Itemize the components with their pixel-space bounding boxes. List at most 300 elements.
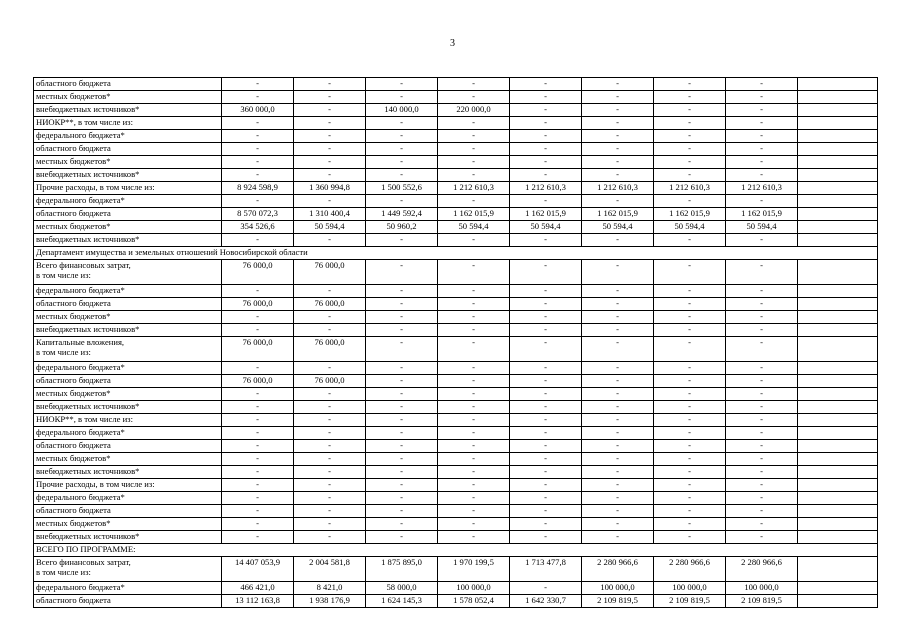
value-cell: - [366, 492, 438, 505]
value-cell: - [222, 117, 294, 130]
value-cell: - [438, 492, 510, 505]
value-cell: - [294, 479, 366, 492]
page-number: 3 [450, 38, 455, 49]
value-cell: - [294, 117, 366, 130]
row-label-line: в том числе из: [36, 270, 91, 280]
row-label [34, 285, 222, 298]
row-label-line: внебюджетных источников* [36, 169, 140, 179]
value-cell: 1 938 176,9 [294, 595, 366, 608]
value-cell: - [726, 388, 798, 401]
value-cell: 100 000,0 [654, 582, 726, 595]
value-cell: - [222, 195, 294, 208]
table-row [34, 362, 878, 375]
value-cell: - [510, 156, 582, 169]
value-cell: - [510, 492, 582, 505]
value-cell: - [222, 78, 294, 91]
value-cell: 1 360 994,8 [294, 182, 366, 195]
value-cell: - [582, 362, 654, 375]
table-row [34, 518, 878, 531]
value-cell: - [654, 195, 726, 208]
value-cell: - [582, 156, 654, 169]
table-row [34, 401, 878, 414]
value-cell: 50 594,4 [726, 221, 798, 234]
value-cell: - [438, 388, 510, 401]
value-cell: - [654, 427, 726, 440]
row-label-line: областного бюджета [36, 375, 111, 385]
value-cell: - [294, 91, 366, 104]
row-label [34, 453, 222, 466]
value-cell: - [582, 492, 654, 505]
value-cell: 50 594,4 [438, 221, 510, 234]
table-row [34, 285, 878, 298]
table-row [34, 492, 878, 505]
value-cell: 14 407 053,9 [222, 557, 294, 582]
value-cell: - [438, 479, 510, 492]
value-cell: - [726, 414, 798, 427]
budget-table-body [34, 78, 878, 608]
value-cell: - [294, 104, 366, 117]
value-cell: 1 212 610,3 [438, 182, 510, 195]
value-cell: - [726, 156, 798, 169]
value-cell: - [222, 91, 294, 104]
value-cell: - [222, 362, 294, 375]
row-label-line: внебюджетных источников* [36, 324, 140, 334]
value-cell: - [366, 324, 438, 337]
value-cell: - [222, 169, 294, 182]
value-cell: 76 000,0 [222, 337, 294, 362]
row-label-line: НИОКР**, в том числе из: [36, 414, 133, 424]
row-label [34, 466, 222, 479]
value-cell: 2 280 966,6 [582, 557, 654, 582]
value-cell: - [726, 453, 798, 466]
value-cell: - [222, 234, 294, 247]
table-row [34, 388, 878, 401]
value-cell: - [582, 311, 654, 324]
value-cell: - [438, 401, 510, 414]
value-cell: - [726, 298, 798, 311]
value-cell: - [438, 453, 510, 466]
value-cell: - [366, 440, 438, 453]
table-row [34, 78, 878, 91]
table-row [34, 324, 878, 337]
value-cell: - [510, 337, 582, 362]
value-cell: - [366, 401, 438, 414]
row-label [34, 582, 222, 595]
section-row [34, 247, 878, 260]
value-cell: 1 500 552,6 [366, 182, 438, 195]
value-cell: - [222, 427, 294, 440]
value-cell: - [294, 285, 366, 298]
value-cell: - [222, 492, 294, 505]
value-cell: - [222, 311, 294, 324]
table-row [34, 260, 878, 285]
value-cell: - [438, 234, 510, 247]
value-cell: - [654, 362, 726, 375]
value-cell: 1 162 015,9 [654, 208, 726, 221]
table-row [34, 582, 878, 595]
value-cell: - [654, 78, 726, 91]
value-cell: 354 526,6 [222, 221, 294, 234]
value-cell: - [654, 492, 726, 505]
value-cell: - [654, 285, 726, 298]
value-cell [798, 260, 878, 285]
value-cell: - [222, 440, 294, 453]
value-cell: - [510, 169, 582, 182]
value-cell: 220 000,0 [438, 104, 510, 117]
value-cell: - [582, 260, 654, 285]
value-cell: - [726, 375, 798, 388]
row-label-line: местных бюджетов* [36, 91, 111, 101]
row-label [34, 427, 222, 440]
value-cell: - [366, 169, 438, 182]
row-label [34, 156, 222, 169]
value-cell: - [294, 195, 366, 208]
value-cell [798, 104, 878, 117]
value-cell: - [510, 285, 582, 298]
value-cell: 50 594,4 [654, 221, 726, 234]
row-label [34, 505, 222, 518]
value-cell: - [582, 169, 654, 182]
value-cell: - [366, 234, 438, 247]
value-cell: 1 212 610,3 [654, 182, 726, 195]
value-cell: - [510, 260, 582, 285]
row-label-line: местных бюджетов* [36, 453, 111, 463]
value-cell: - [366, 375, 438, 388]
row-label-line: внебюджетных источников* [36, 234, 140, 244]
value-cell: - [654, 234, 726, 247]
value-cell: - [438, 531, 510, 544]
row-label [34, 221, 222, 234]
value-cell: - [222, 518, 294, 531]
value-cell: - [510, 78, 582, 91]
row-label [34, 337, 222, 362]
value-cell: - [366, 195, 438, 208]
value-cell: 76 000,0 [222, 298, 294, 311]
value-cell: - [294, 531, 366, 544]
value-cell: - [726, 401, 798, 414]
row-label [34, 143, 222, 156]
value-cell: - [726, 427, 798, 440]
value-cell [798, 182, 878, 195]
row-label [34, 492, 222, 505]
table-row [34, 557, 878, 582]
value-cell: - [366, 91, 438, 104]
value-cell: 100 000,0 [726, 582, 798, 595]
value-cell: - [294, 427, 366, 440]
value-cell [798, 453, 878, 466]
value-cell: 2 280 966,6 [726, 557, 798, 582]
value-cell: - [438, 414, 510, 427]
value-cell: - [366, 285, 438, 298]
value-cell: - [654, 169, 726, 182]
value-cell: - [510, 311, 582, 324]
value-cell: - [510, 427, 582, 440]
value-cell: - [222, 143, 294, 156]
value-cell: - [726, 466, 798, 479]
row-label-line: в том числе из: [36, 347, 91, 357]
value-cell: - [726, 91, 798, 104]
value-cell: - [582, 117, 654, 130]
value-cell: - [582, 234, 654, 247]
table-row [34, 453, 878, 466]
value-cell: 1 624 145,3 [366, 595, 438, 608]
row-label [34, 375, 222, 388]
value-cell: 1 642 330,7 [510, 595, 582, 608]
value-cell: - [222, 466, 294, 479]
row-label [34, 414, 222, 427]
value-cell: - [294, 401, 366, 414]
section-title: Департамент имущества и земельных отношений Новосибирской области [34, 247, 878, 260]
value-cell: - [654, 401, 726, 414]
value-cell [798, 479, 878, 492]
value-cell: - [294, 311, 366, 324]
value-cell: 58 000,0 [366, 582, 438, 595]
value-cell [798, 234, 878, 247]
value-cell: 76 000,0 [294, 337, 366, 362]
row-label-line: местных бюджетов* [36, 221, 111, 231]
row-label-line: Всего финансовых затрат, [36, 557, 131, 567]
value-cell: - [366, 388, 438, 401]
table-row [34, 375, 878, 388]
value-cell: - [582, 466, 654, 479]
value-cell: - [582, 91, 654, 104]
value-cell: - [222, 531, 294, 544]
value-cell: - [438, 298, 510, 311]
value-cell: 8 924 598,9 [222, 182, 294, 195]
value-cell [798, 505, 878, 518]
value-cell: - [294, 143, 366, 156]
section-title: ВСЕГО ПО ПРОГРАММЕ: [34, 544, 878, 557]
value-cell: - [510, 582, 582, 595]
table-row [34, 117, 878, 130]
value-cell: - [366, 260, 438, 285]
table-row [34, 182, 878, 195]
value-cell: 360 000,0 [222, 104, 294, 117]
row-label-line: внебюджетных источников* [36, 531, 140, 541]
value-cell: - [366, 78, 438, 91]
value-cell: - [726, 311, 798, 324]
row-label-line: Прочие расходы, в том числе из: [36, 479, 155, 489]
budget-table [33, 77, 878, 608]
value-cell [798, 156, 878, 169]
row-label-line: областного бюджета [36, 440, 111, 450]
value-cell: - [294, 453, 366, 466]
value-cell: - [438, 78, 510, 91]
value-cell: - [294, 130, 366, 143]
value-cell: - [222, 388, 294, 401]
row-label [34, 117, 222, 130]
value-cell: - [366, 466, 438, 479]
value-cell: - [366, 479, 438, 492]
value-cell [798, 440, 878, 453]
value-cell: - [582, 414, 654, 427]
value-cell: - [294, 362, 366, 375]
value-cell: - [654, 117, 726, 130]
row-label [34, 401, 222, 414]
value-cell: - [654, 388, 726, 401]
value-cell: - [510, 195, 582, 208]
value-cell: - [366, 156, 438, 169]
value-cell: 2 280 966,6 [654, 557, 726, 582]
value-cell: - [726, 234, 798, 247]
value-cell: - [510, 388, 582, 401]
row-label-line: федерального бюджета* [36, 362, 125, 372]
row-label [34, 388, 222, 401]
value-cell: 1 970 199,5 [438, 557, 510, 582]
value-cell: - [582, 78, 654, 91]
value-cell: 2 109 819,5 [726, 595, 798, 608]
value-cell: - [726, 260, 798, 285]
table-row [34, 479, 878, 492]
row-label [34, 234, 222, 247]
row-label-line: Капитальные вложения, [36, 337, 125, 347]
value-cell: - [726, 518, 798, 531]
value-cell: - [438, 143, 510, 156]
value-cell [798, 130, 878, 143]
table-row [34, 595, 878, 608]
row-label [34, 557, 222, 582]
value-cell: - [726, 169, 798, 182]
value-cell [798, 208, 878, 221]
value-cell: - [582, 143, 654, 156]
value-cell: - [438, 195, 510, 208]
value-cell: - [510, 466, 582, 479]
value-cell: - [438, 91, 510, 104]
value-cell: - [294, 156, 366, 169]
row-label [34, 440, 222, 453]
row-label [34, 195, 222, 208]
value-cell: - [510, 518, 582, 531]
value-cell: - [582, 324, 654, 337]
value-cell: 76 000,0 [294, 298, 366, 311]
value-cell: - [438, 375, 510, 388]
value-cell: - [294, 324, 366, 337]
value-cell: - [582, 479, 654, 492]
value-cell: - [438, 156, 510, 169]
value-cell: - [726, 492, 798, 505]
value-cell: - [654, 311, 726, 324]
value-cell: - [510, 414, 582, 427]
value-cell: - [654, 298, 726, 311]
value-cell: - [582, 531, 654, 544]
value-cell: - [438, 505, 510, 518]
value-cell [798, 143, 878, 156]
value-cell [798, 337, 878, 362]
row-label [34, 324, 222, 337]
table-row [34, 505, 878, 518]
value-cell: - [222, 401, 294, 414]
value-cell: - [726, 505, 798, 518]
value-cell: - [654, 324, 726, 337]
row-label-line: федерального бюджета* [36, 130, 125, 140]
value-cell [798, 324, 878, 337]
value-cell: - [654, 479, 726, 492]
row-label [34, 298, 222, 311]
value-cell: - [654, 414, 726, 427]
value-cell: - [366, 311, 438, 324]
value-cell [798, 582, 878, 595]
value-cell: - [510, 362, 582, 375]
row-label-line: областного бюджета [36, 298, 111, 308]
value-cell: - [582, 427, 654, 440]
row-label [34, 311, 222, 324]
value-cell: 1 449 592,4 [366, 208, 438, 221]
value-cell: - [438, 324, 510, 337]
value-cell: - [222, 414, 294, 427]
row-label [34, 104, 222, 117]
row-label [34, 595, 222, 608]
value-cell: 1 162 015,9 [582, 208, 654, 221]
value-cell: - [294, 414, 366, 427]
value-cell: - [510, 143, 582, 156]
value-cell: 2 004 581,8 [294, 557, 366, 582]
value-cell [798, 169, 878, 182]
value-cell: - [294, 388, 366, 401]
value-cell: - [726, 143, 798, 156]
value-cell [798, 518, 878, 531]
value-cell: - [654, 130, 726, 143]
row-label [34, 362, 222, 375]
value-cell: 76 000,0 [222, 375, 294, 388]
row-label-line: местных бюджетов* [36, 311, 111, 321]
table-row [34, 130, 878, 143]
table-row [34, 337, 878, 362]
row-label-line: местных бюджетов* [36, 156, 111, 166]
value-cell: - [726, 78, 798, 91]
value-cell [798, 221, 878, 234]
table-row [34, 234, 878, 247]
value-cell: - [726, 531, 798, 544]
row-label-line: в том числе из: [36, 567, 91, 577]
value-cell: - [654, 466, 726, 479]
value-cell: 76 000,0 [294, 375, 366, 388]
row-label-line: областного бюджета [36, 505, 111, 515]
row-label [34, 531, 222, 544]
value-cell: - [366, 143, 438, 156]
value-cell: - [366, 453, 438, 466]
value-cell [798, 492, 878, 505]
value-cell: - [438, 427, 510, 440]
value-cell: - [726, 479, 798, 492]
row-label-line: областного бюджета [36, 143, 111, 153]
value-cell: 100 000,0 [582, 582, 654, 595]
value-cell: - [654, 104, 726, 117]
row-label-line: федерального бюджета* [36, 427, 125, 437]
value-cell [798, 531, 878, 544]
row-label [34, 479, 222, 492]
value-cell: - [582, 440, 654, 453]
value-cell: - [654, 260, 726, 285]
value-cell [798, 311, 878, 324]
value-cell: - [222, 453, 294, 466]
value-cell: - [510, 130, 582, 143]
value-cell: - [438, 466, 510, 479]
value-cell: - [726, 117, 798, 130]
row-label-line: областного бюджета [36, 78, 111, 88]
value-cell: - [726, 337, 798, 362]
value-cell: - [438, 362, 510, 375]
value-cell: 2 109 819,5 [582, 595, 654, 608]
value-cell [798, 401, 878, 414]
value-cell: - [222, 285, 294, 298]
value-cell: 1 162 015,9 [438, 208, 510, 221]
value-cell: - [366, 414, 438, 427]
value-cell: - [438, 285, 510, 298]
value-cell: 50 594,4 [582, 221, 654, 234]
value-cell: - [366, 337, 438, 362]
value-cell: 50 594,4 [294, 221, 366, 234]
table-row [34, 91, 878, 104]
